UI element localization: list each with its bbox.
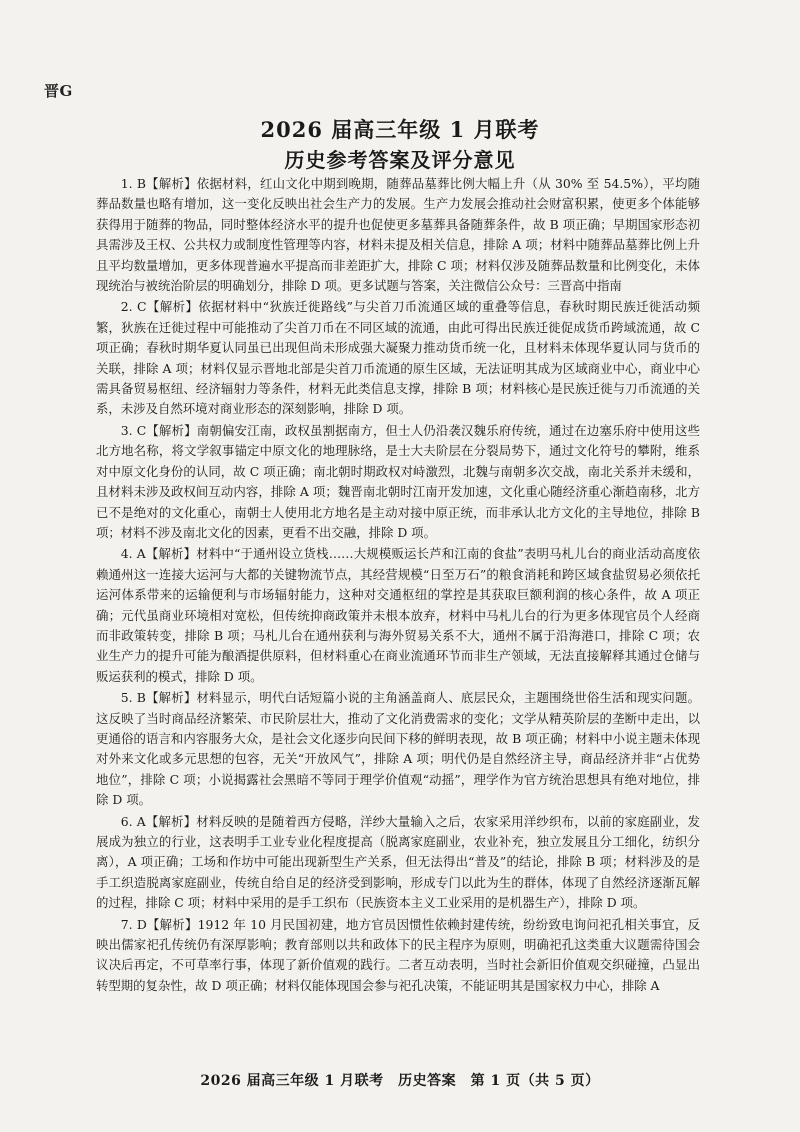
answer-item-1: [96, 174, 700, 296]
page-title: 2026 届高三年级 1 月联考: [260, 117, 540, 142]
promo-note: 更多试题与答案，关注微信公众号：三晋高中指南: [349, 278, 622, 294]
answer-item-7: 7. D【解析】1912 年 10 月民国初建，地方官员因惯性依赖封建传统，纷纷致电询问祀孔相关事宜，反映出儒家祀孔传统仍有深厚影响；教育部则以共和政体下的民主程序为原则，明确祀孔这类重大议题需待国会议决后再定，不可草率行事，体现了新价值观的践行。二者互动表明，当时社会新旧价值观交织碰撞，凸显出转型期的复杂性，故 D 项正确；材料仅能体现国会参与祀孔决策，不能证明其是国家权力中心，排除 A: [96, 916, 700, 993]
answer-item-2: 2. C【解析】依据材料中“狄族迁徙路线”与尖首刀币流通区域的重叠等信息，春秋时期民族迁徙活动频繁，狄族在迁徙过程中可能推动了尖首刀币在不同区域的流通，由此可得出民族迁徙促成货币跨域流通，故 C 项正确；春秋时期华夏认同虽已出现但尚未形成强大凝聚力推动货币统一化，且材料未体现华夏认同与货币的关联，排除 A 项；材料仅显示晋地北部是尖首刀币流通的原生区域，无法证明其成为区域商业中心，商业中心需具备贸易枢纽、经济辐射力等条件，材料无此类信息支撑，排除 B 项；材料核心是民族迁徙与刀币流通的关系，未涉及自然环境对商业形态的深刻影响，排除 D 项。: [96, 299, 700, 417]
answer-text: 1. B【解析】依据材料，红山文化中期到晚期，随葬品墓葬比例大幅上升（从 30% 至 54.5%），平均随葬品数量也略有增加，这一变化反映出社会生产力的发展。生产力发展会推动社会财富积累，使更多个体能够获得用于随葬的物品，同时整体经济水平的提升也促使更多墓葬具备随葬条件，故 B 项正确；早期国家形态初具需涉及王权、公共权力或制度性管理等内容，材料未提及相关信息，排除 A 项；材料中随葬品墓葬比例上升且平均数量增加，更多体现普遍水平提高而非差距扩大，排除 C 项；材料仅涉及随葬品数量和比例变化，未体现统治与被统治阶层的明确划分，排除 D 项。: [96, 176, 700, 294]
page-subtitle: 历史参考答案及评分意见: [284, 148, 516, 172]
answer-item-4: 4. A【解析】材料中“于通州设立货栈……大规模贩运长芦和江南的食盐”表明马札儿台的商业活动高度依赖通州这一连接大运河与大都的关键物流节点，其经营规模“日至万石”的粮食消耗和跨区域食盐贸易必须依托运河体系带来的运输便利与市场辐射能力，这种对交通枢纽的掌控是其获取巨额利润的核心条件，故 A 项正确；元代虽商业环境相对宽松，但传统抑商政策并未根本放弃，材料中马札儿台的行为更多体现官员个人经商而非政策转变，排除 B 项；马札儿台在通州获利与海外贸易关系不大，通州不属于沿海港口，排除 C 项；农业生产力的提升可能为酿酒提供原料，但材料重心在商业流通环节而非生产领域，无法直接解释其通过仓储与贩运获利的模式，排除 D 项。: [96, 546, 700, 684]
answer-body: [96, 174, 700, 997]
logo-mark: 晋G: [44, 82, 73, 100]
answer-item-6: 6. A【解析】材料反映的是随着西方侵略，洋纱大量输入之后，农家采用洋纱织布，以前的家庭副业，发展成为独立的行业，这表明手工业专业化程度提高（脱离家庭副业，农业补充，独立发展且分工细化，纺织分离），A 项正确；工场和作坊中可能出现新型生产关系，但无法得出“普及”的结论，排除 B 项；材料涉及的是手工织造脱离家庭副业，传统自给自足的经济受到影响，形成专门以此为生的群体，体现了自然经济逐渐瓦解的过程，排除 C 项；材料中采用的是手工织布（民族资本主义工业采用的是机器生产），排除 D 项。: [96, 813, 700, 911]
answer-item-5: 5. B【解析】材料显示，明代白话短篇小说的主角涵盖商人、底层民众，主题围绕世俗生活和现实问题。这反映了当时商品经济繁荣、市民阶层壮大，推动了文化消费需求的变化；文学从精英阶层的垄断中走出，以更通俗的语言和内容服务大众，是社会文化逐步向民间下移的鲜明表现，故 B 项正确；材料中小说主题未体现对外来文化或多元思想的包容，无关“开放风气”，排除 A 项；明代仍是自然经济主导，商品经济并非“占优势地位”，排除 C 项；小说揭露社会黑暗不等同于理学价值观“动摇”，理学作为官方统治思想具有绝对地位，排除 D 项。: [96, 690, 700, 808]
answer-item-3: 3. C【解析】南朝偏安江南，政权虽割据南方，但士人仍沿袭汉魏乐府传统，通过在边塞乐府中使用这些北方地名称，将文学叙事锚定中原文化的地理脉络，是士大夫阶层在分裂局势下，通过文化符号的攀附，维系对中原文化身份的认同，故 C 项正确；南北朝时期政权对峙激烈，北魏与南朝多次交战，南北关系并未缓和，且材料未涉及政权间互动内容，排除 A 项；魏晋南北朝时江南开发加速，文化重心随经济重心渐趋南移，北方已不是绝对的文化重心，南朝士人使用北方地名是主动对接中原正统，而非承认北方文化的主导地位，排除 B 项；材料不涉及南北文化的因素，更看不出交融，排除 D 项。: [96, 422, 700, 540]
page-footer: 2026 届高三年级 1 月联考 历史答案 第 1 页（共 5 页）: [200, 1073, 600, 1089]
